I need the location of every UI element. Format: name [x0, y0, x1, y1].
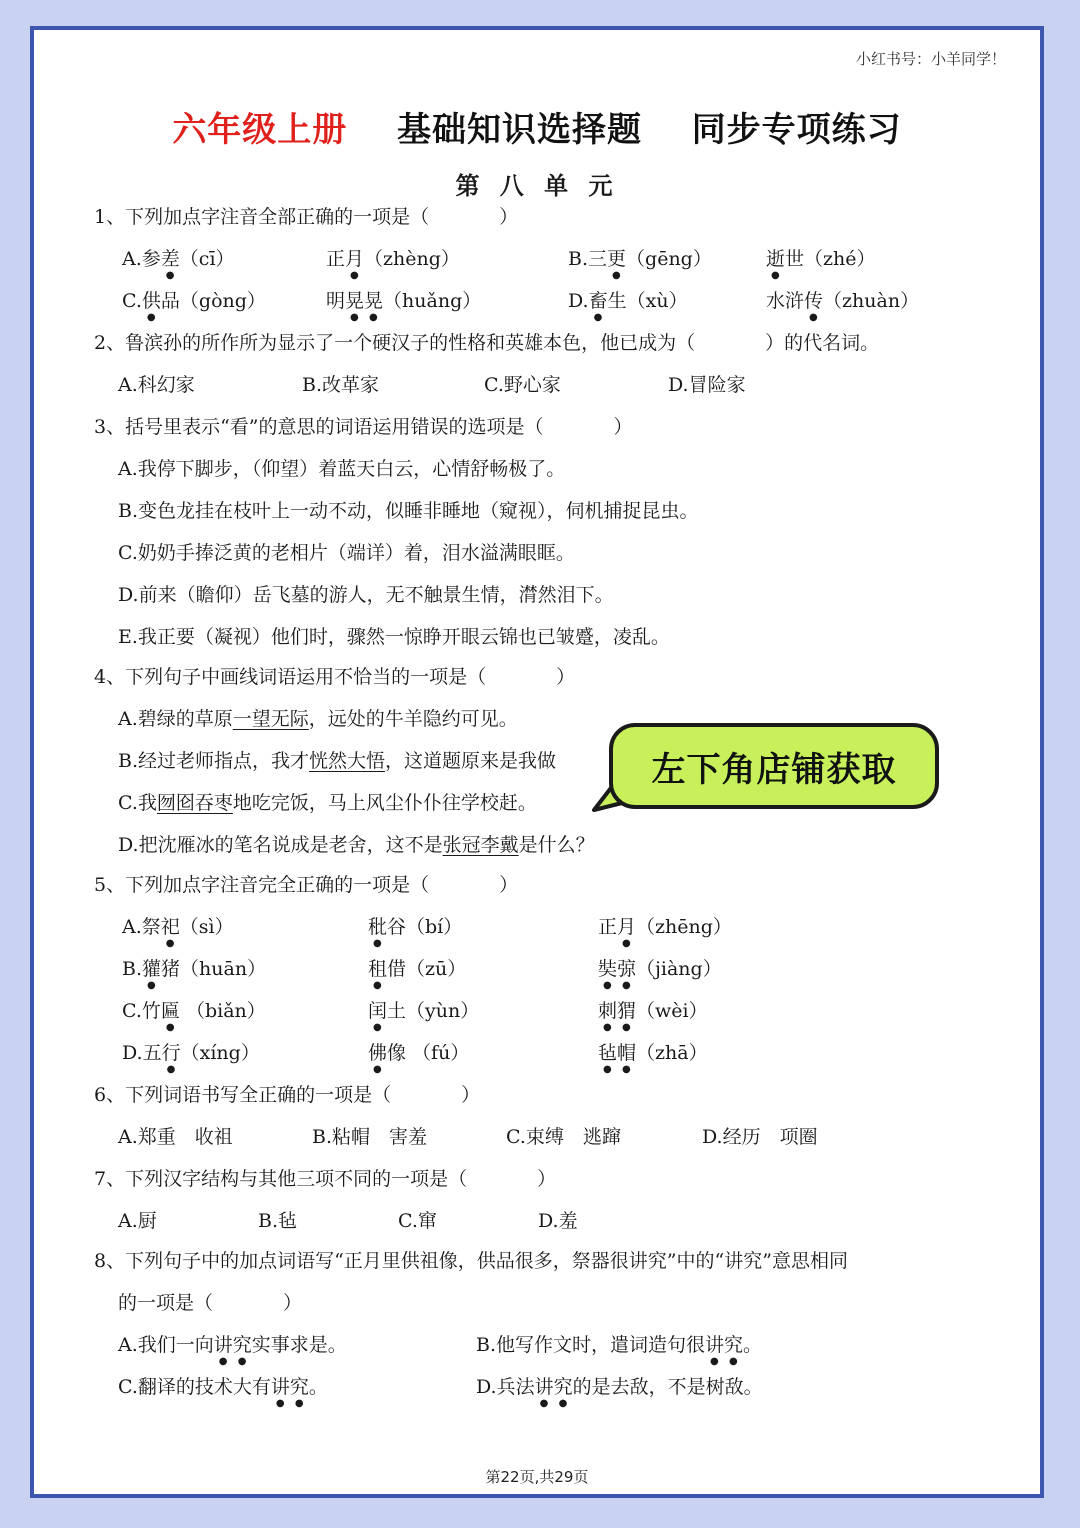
q1-o6b: 晃晃 — [345, 290, 384, 312]
q5-r2-1: 獾 — [142, 958, 162, 980]
q2-option-a: A.科幻家 — [118, 374, 195, 396]
q5-r4-c2 — [368, 1040, 469, 1075]
q1-o8a: 水浒 — [766, 290, 805, 312]
q1-o1b: 参 — [141, 248, 161, 270]
q4-option-b — [118, 748, 556, 774]
q5-r3-1: 匾 — [160, 1000, 180, 1022]
q4-a3: ，远处的牛羊隐约可见。 — [308, 708, 518, 730]
q5-r3-c2 — [368, 998, 479, 1033]
q1-o4c: （zhé） — [804, 248, 876, 270]
q2-option-d: D.冒险家 — [668, 374, 746, 396]
question-8: 8、下列句子中的加点词语写“正月里供祖像，供品很多，祭器很讲究”中的“讲究”意思相同 — [94, 1250, 848, 1272]
question-7 — [94, 1166, 556, 1192]
question-3 — [94, 414, 633, 440]
q6-option-d: D.经历 项圈 — [702, 1126, 818, 1148]
question-4 — [94, 664, 575, 690]
q1-o1d: （cī） — [179, 248, 235, 270]
q5-r4-7: 毡帽 — [598, 1042, 637, 1064]
q8-option-a — [118, 1332, 347, 1367]
q7-option-d: D.羞 — [538, 1210, 578, 1232]
q5-r4-0: D.五 — [122, 1042, 162, 1064]
q5-r1-5: 谷（bí） — [387, 916, 463, 938]
q4-c3: 地吃完饭，马上风尘仆仆往学校赶。 — [232, 792, 537, 814]
q5-r3-c1 — [122, 998, 266, 1033]
q4-a1: A.碧绿的草原 — [118, 708, 233, 730]
q5-r2-2: 猪（huān） — [161, 958, 267, 980]
q5-r3-0: C.竹 — [122, 1000, 161, 1022]
q5-r3-2: （biǎn） — [179, 1000, 266, 1022]
q5-r1-c2 — [368, 914, 462, 949]
q6-option-c: C.束缚 逃蹿 — [506, 1126, 621, 1148]
q5-r3-7: 刺猬 — [598, 1000, 637, 1022]
q8-c3: 。 — [308, 1376, 328, 1398]
q5-r1-6: 正 — [598, 916, 618, 938]
title-grade: 六年级上册 — [172, 110, 348, 150]
q4-d2: 张冠李戴 — [442, 834, 519, 856]
q4-option-a — [118, 706, 518, 732]
q1-o6c: （huǎng） — [383, 290, 482, 312]
q5-r4-4: 佛 — [368, 1042, 388, 1064]
q8-b1: B.他写作文时，遣词造句很 — [476, 1334, 706, 1356]
q4-option-d — [118, 832, 595, 858]
question-3-stem: 3、括号里表示“看”的意思的词语运用错误的选项是（ — [94, 416, 544, 438]
q4-c2: 囫囵吞枣 — [156, 792, 233, 814]
q8-option-c — [118, 1374, 328, 1409]
question-2-close: ）的代名词。 — [765, 332, 880, 354]
question-6-close: ） — [461, 1084, 481, 1106]
q4-d3: 是什么？ — [518, 834, 595, 856]
question-2-stem: 2、鲁滨孙的所作所为显示了一个硬汉子的性格和英雄本色，他已成为（ — [94, 332, 696, 354]
q8-option-b — [476, 1332, 762, 1367]
q5-r4-5: 像 （fú） — [387, 1042, 470, 1064]
q8-c1: C.翻译的技术大有 — [118, 1376, 271, 1398]
q3-option-a: A.我停下脚步，（仰望）着蓝天白云，心情舒畅极了。 — [118, 458, 566, 480]
q1-option-d2 — [766, 288, 919, 323]
question-8-cont — [118, 1290, 302, 1316]
q1-o5b: 供 — [141, 290, 161, 312]
q8-a3: 实事求是。 — [251, 1334, 347, 1356]
q5-r4-c1 — [122, 1040, 260, 1075]
q3-option-c: C.奶奶手捧泛黄的老相片（端详）着，泪水溢满眼眶。 — [118, 542, 575, 564]
unit-title: 第 八 单 元 — [455, 172, 619, 200]
q1-o2a: 正 — [326, 248, 346, 270]
question-8-stem2: 的一项是（ — [118, 1292, 214, 1314]
q1-o8c: （zhuàn） — [823, 290, 920, 312]
q8-a1: A.我们一向 — [118, 1334, 214, 1356]
q2-option-b: B.改革家 — [302, 374, 380, 396]
q1-o2b: 月 — [345, 248, 365, 270]
title-practice: 同步专项练习 — [691, 110, 902, 150]
q5-r4-1: 行 — [161, 1042, 181, 1064]
q5-r2-c1 — [122, 956, 266, 991]
q4-c1: C.我 — [118, 792, 157, 814]
q5-r3-4: 闰 — [368, 1000, 388, 1022]
q7-option-b: B.毡 — [258, 1210, 298, 1232]
q8-c2: 讲究 — [270, 1376, 309, 1398]
q4-option-c — [118, 790, 537, 816]
question-4-close: ） — [556, 666, 576, 688]
q4-b2: 恍然大悟 — [309, 750, 386, 772]
question-2 — [94, 330, 879, 356]
q1-option-c1 — [122, 288, 266, 323]
question-7-stem: 7、下列汉字结构与其他三项不同的一项是（ — [94, 1168, 468, 1190]
corner-note: 小红书号：小羊同学！ — [855, 50, 1006, 68]
q8-option-d — [476, 1374, 763, 1409]
q5-r2-4: 租 — [368, 958, 388, 980]
page-number: 第22页,共29页 — [485, 1468, 589, 1486]
q5-r2-5: 借（zū） — [387, 958, 467, 980]
q4-b1: B.经过老师指点，我才 — [118, 750, 310, 772]
q1-o3c: （gēng） — [626, 248, 712, 270]
q5-r3-8: （wèi） — [636, 1000, 708, 1022]
question-3-close: ） — [613, 416, 633, 438]
q2-option-c: C.野心家 — [484, 374, 561, 396]
q4-b3: ，这道题原来是我做 — [385, 750, 557, 772]
q1-o7c: 生（xù） — [607, 290, 688, 312]
q5-r1-1: 祀 — [160, 916, 180, 938]
q5-r4-8: （zhā） — [636, 1042, 708, 1064]
question-1 — [94, 204, 518, 230]
q1-o3b: 更 — [607, 248, 627, 270]
q5-r1-c3 — [598, 914, 732, 949]
q1-option-c2 — [326, 288, 481, 323]
q5-r1-7: 月 — [617, 916, 637, 938]
q5-r2-c2 — [368, 956, 466, 991]
q1-o7b: 畜 — [588, 290, 608, 312]
q5-r3-5: 土（yùn） — [387, 1000, 480, 1022]
question-5-stem: 5、下列加点字注音完全正确的一项是（ — [94, 874, 430, 896]
q1-o4a: 逝 — [766, 248, 786, 270]
page-title — [34, 102, 1040, 151]
q8-d1: D.兵法 — [476, 1376, 535, 1398]
q1-o5a: C. — [122, 290, 142, 312]
q5-r4-c3 — [598, 1040, 708, 1075]
q7-option-c: C.窜 — [398, 1210, 437, 1232]
q5-r4-2: （xíng） — [180, 1042, 260, 1064]
title-topic: 基础知识选择题 — [397, 110, 642, 150]
store-promo-bubble: 左下角店铺获取 — [609, 723, 939, 809]
q5-r1-4: 秕 — [368, 916, 388, 938]
q5-r1-c1 — [122, 914, 234, 949]
question-7-close: ） — [537, 1168, 557, 1190]
q1-option-b2 — [766, 246, 876, 281]
q1-option-d1 — [568, 288, 688, 323]
question-1-close: ） — [499, 206, 519, 228]
q3-option-d: D.前来（瞻仰）岳飞墓的游人，无不触景生情，潸然泪下。 — [118, 584, 614, 606]
q1-o6a: 明 — [326, 290, 346, 312]
q1-o1a: A. — [122, 248, 142, 270]
q3-option-b: B.变色龙挂在枝叶上一动不动，似睡非睡地（窥视），伺机捕捉昆虫。 — [118, 500, 699, 522]
q1-option-a2 — [326, 246, 460, 281]
q6-option-b: B.粘帽 害羞 — [312, 1126, 428, 1148]
q4-d1: D.把沈雁冰的笔名说成是老舍，这不是 — [118, 834, 443, 856]
question-4-stem: 4、下列句子中画线词语运用不恰当的一项是（ — [94, 666, 487, 688]
q5-r2-8: （jiàng） — [636, 958, 722, 980]
question-8-close: ） — [283, 1292, 303, 1314]
q5-r3-c3 — [598, 998, 708, 1033]
q8-a2: 讲究 — [213, 1334, 252, 1356]
q5-r1-8: （zhēng） — [636, 916, 732, 938]
question-5-close: ） — [499, 874, 519, 896]
question-1-stem: 1、下列加点字注音全部正确的一项是（ — [94, 206, 430, 228]
q5-r1-0: A.祭 — [122, 916, 161, 938]
question-6-stem: 6、下列词语书写全正确的一项是（ — [94, 1084, 392, 1106]
q5-r1-2: （sì） — [179, 916, 234, 938]
q1-o5c: 品（gòng） — [160, 290, 266, 312]
q1-o2c: （zhèng） — [364, 248, 460, 270]
q5-r2-c3 — [598, 956, 722, 991]
q1-o3a: B.三 — [568, 248, 608, 270]
q1-o7a: D. — [568, 290, 589, 312]
q3-option-e: E.我正要（凝视）他们时，骤然一惊睁开眼云锦也已皱蹙，凌乱。 — [118, 626, 670, 648]
q5-r2-0: B. — [122, 958, 143, 980]
q8-d2: 讲究 — [534, 1376, 573, 1398]
q1-option-b1 — [568, 246, 712, 281]
q6-option-a: A.郑重 收祖 — [118, 1126, 233, 1148]
q7-option-a: A.厨 — [118, 1210, 157, 1232]
q1-option-a1 — [122, 246, 235, 281]
q1-o8b: 传 — [804, 290, 824, 312]
q5-r2-7: 奘弶 — [598, 958, 637, 980]
q8-b3: 。 — [743, 1334, 763, 1356]
q4-a2: 一望无际 — [232, 708, 309, 730]
question-5 — [94, 872, 518, 898]
q1-o1c: 差 — [160, 248, 180, 270]
worksheet-page — [30, 26, 1044, 1498]
q8-b2: 讲究 — [705, 1334, 744, 1356]
question-6 — [94, 1082, 480, 1108]
q1-o4b: 世 — [785, 248, 805, 270]
q8-d3: 的是去敌，不是树敌。 — [572, 1376, 763, 1398]
